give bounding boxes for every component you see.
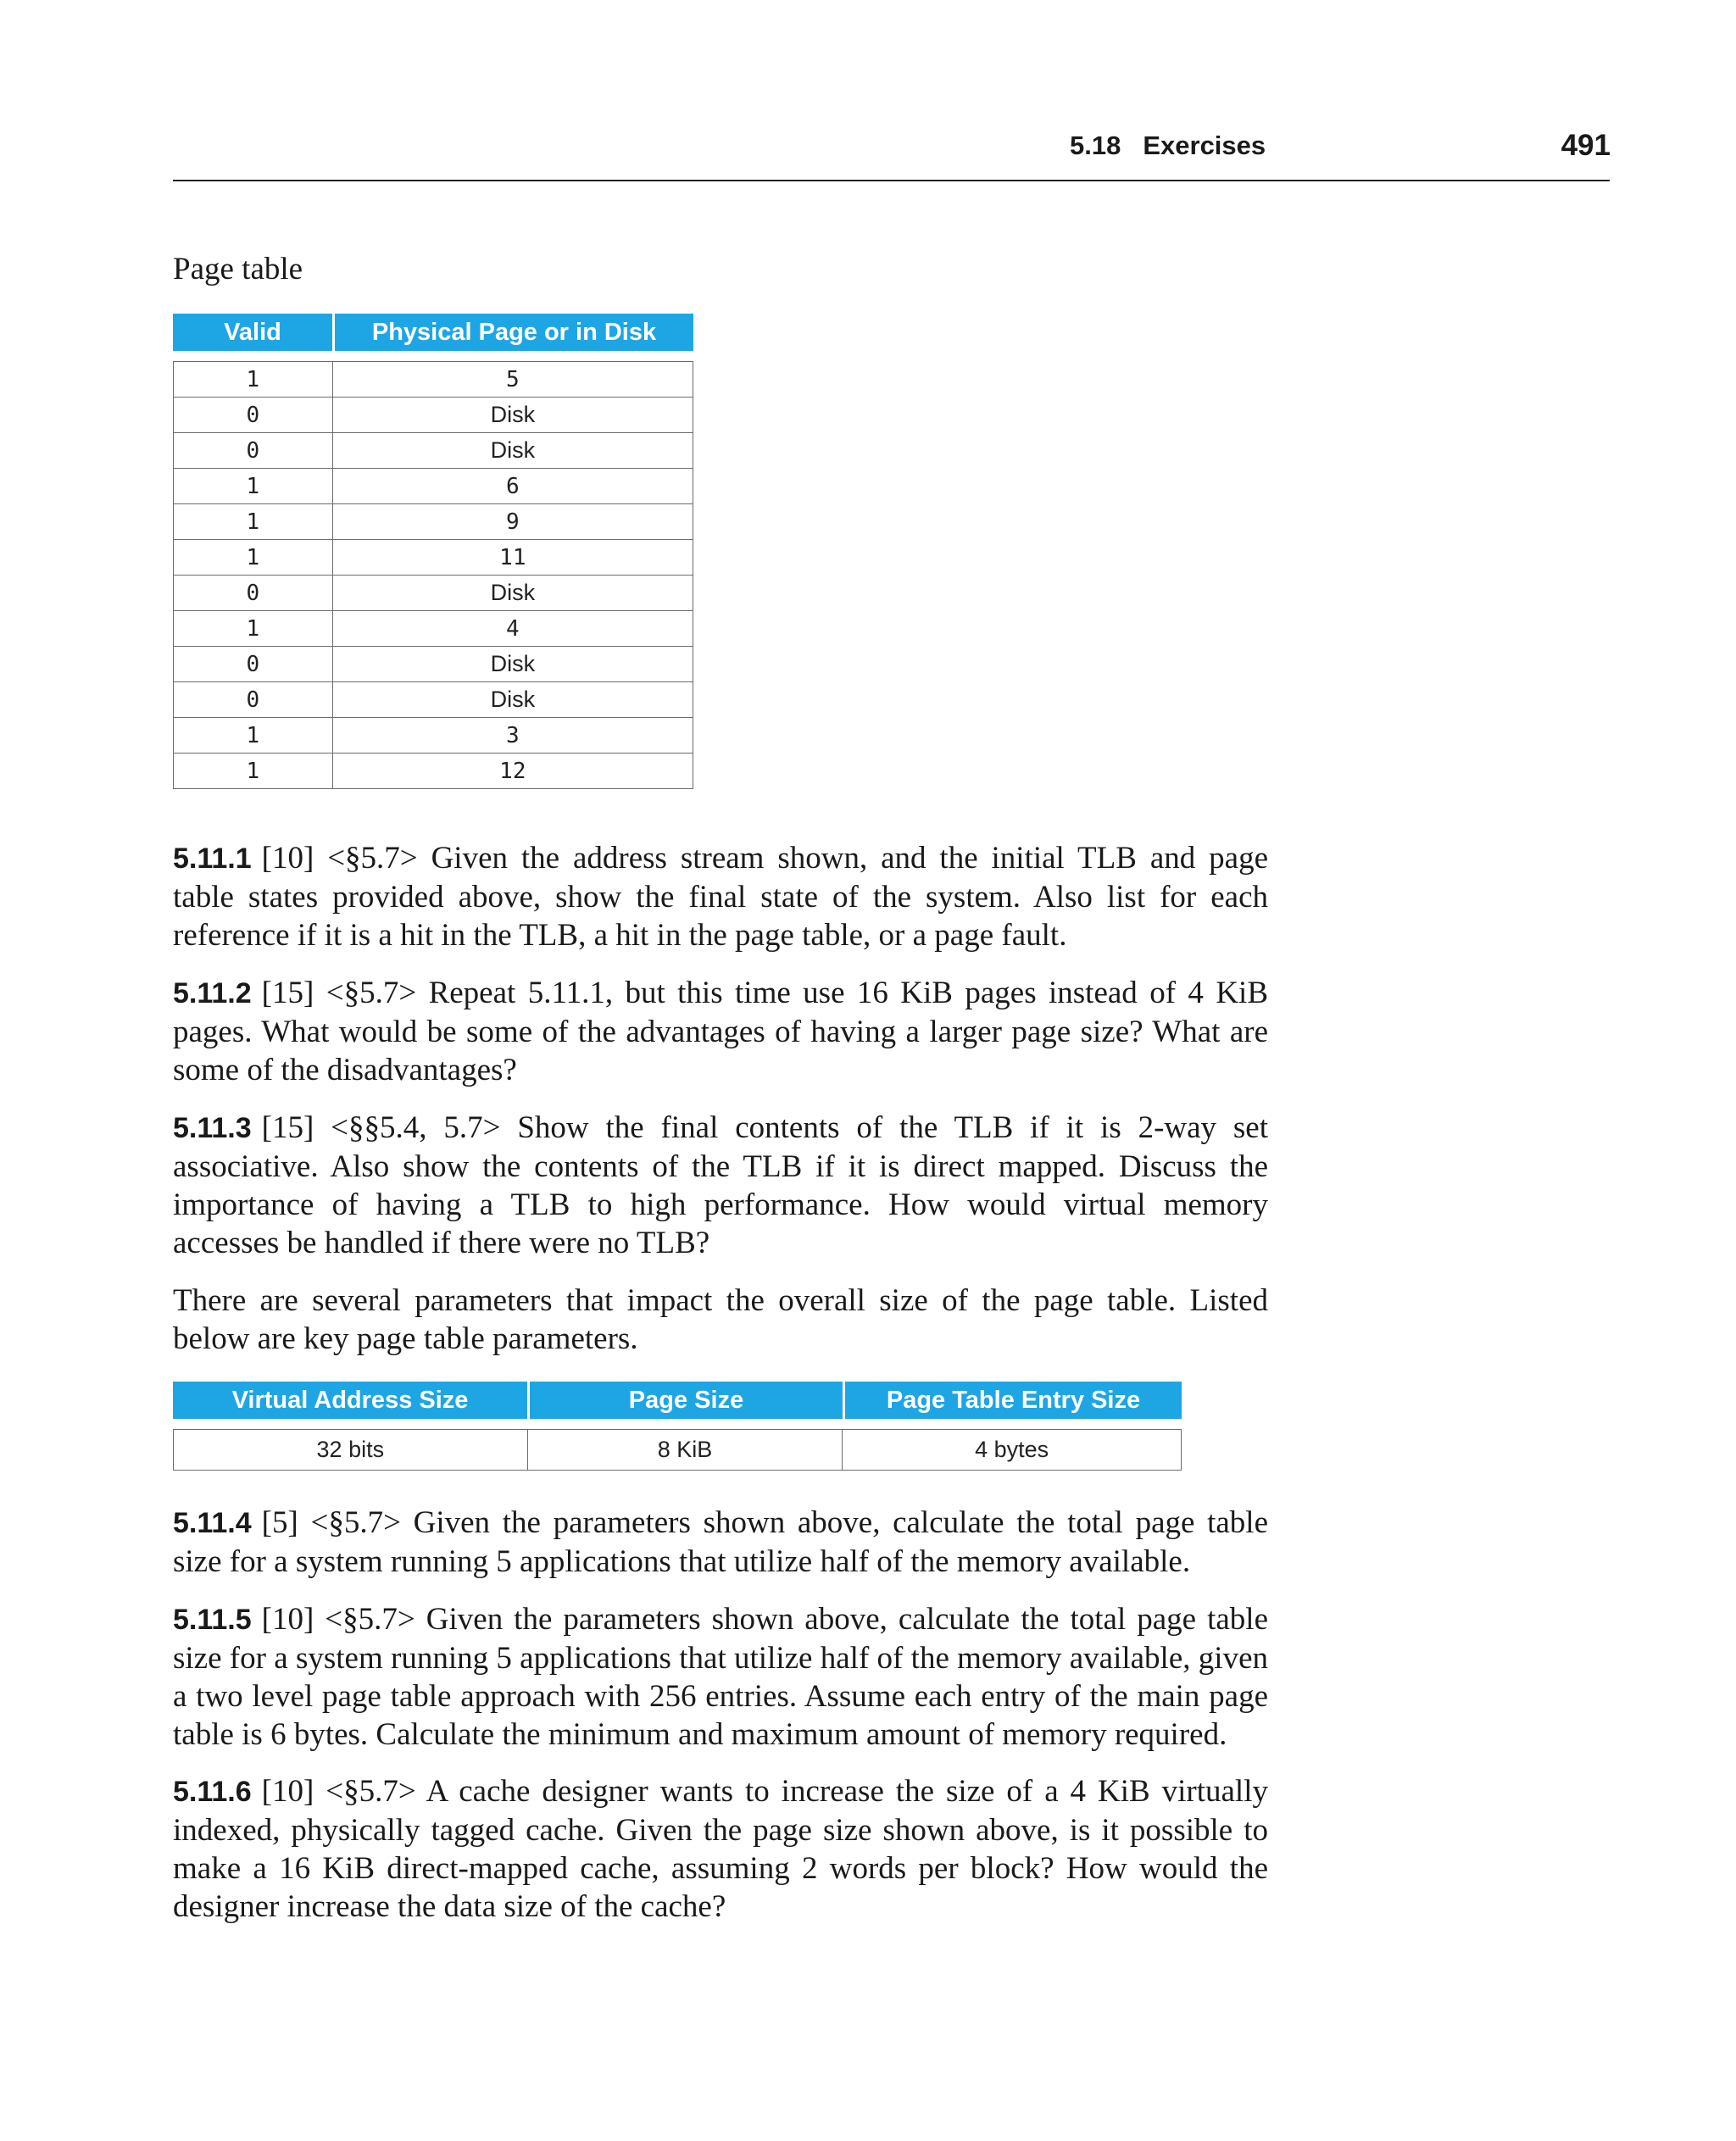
physical-page-cell: 9 xyxy=(332,504,693,540)
valid-bit-cell: 1 xyxy=(174,469,333,504)
page-table-row xyxy=(174,398,693,433)
params-row xyxy=(174,1430,1182,1471)
physical-page-cell: Disk xyxy=(332,398,693,433)
page-table-caption: Page table xyxy=(173,252,303,286)
page-table-row xyxy=(174,362,693,398)
intro-paragraph: There are several parameters that impact the overall size of the page table. Listed below are key page table parameters. xyxy=(173,1283,1268,1356)
exercise-text: [15] <§§5.4, 5.7> Show the final contents of the TLB if it is 2-way set associative. Also show the contents of the TLB if it is direct mapped. Discuss the importance of having a TLB to high performance. How would virtual memory accesses be handled if there were no TLB? xyxy=(173,1110,1268,1260)
physical-page-cell: 11 xyxy=(332,540,693,576)
params-table-header xyxy=(173,1382,1182,1419)
exercise-5-11-1 xyxy=(173,839,1268,954)
page-table-row xyxy=(174,754,693,789)
page-table-row xyxy=(174,540,693,576)
page-number: 491 xyxy=(1561,129,1611,162)
valid-bit-cell: 0 xyxy=(174,398,333,433)
page-table-header-valid: Valid xyxy=(224,318,281,346)
valid-bit-cell: 0 xyxy=(174,647,333,682)
physical-page-cell: 3 xyxy=(332,718,693,754)
params-header-virtual-address-size: Virtual Address Size xyxy=(231,1386,469,1414)
exercise-number: 5.11.2 xyxy=(173,977,252,1009)
valid-bit-cell: 0 xyxy=(174,682,333,718)
exercise-number: 5.11.1 xyxy=(173,842,252,875)
valid-bit-cell: 1 xyxy=(174,504,333,540)
page-table-row xyxy=(174,469,693,504)
valid-bit-cell: 0 xyxy=(174,576,333,611)
valid-bit-cell: 1 xyxy=(174,718,333,754)
physical-page-cell: Disk xyxy=(332,576,693,611)
physical-page-cell: 12 xyxy=(332,754,693,789)
exercise-text: [15] <§5.7> Repeat 5.11.1, but this time use 16 KiB pages instead of 4 KiB pages. What would be some of the advantages of having a larger page size? What are some of the disadvantages? xyxy=(173,976,1268,1087)
valid-bit-cell: 1 xyxy=(174,611,333,647)
page-table-row xyxy=(174,718,693,754)
exercise-5-11-3 xyxy=(173,1109,1268,1262)
page-table-row xyxy=(174,433,693,469)
exercise-5-11-5 xyxy=(173,1600,1268,1754)
page-table xyxy=(173,361,693,789)
page-table-row xyxy=(174,576,693,611)
params-table xyxy=(173,1429,1182,1471)
running-header xyxy=(1070,131,1266,161)
exercise-text: [10] <§5.7> Given the parameters shown above, calculate the total page table size for a system running 5 applications that utilize half of the memory available, given a two level page table approach with 256 entries. Assume each entry of the main page table is 6 bytes. Calculate the minimum and maximum amount of memory required. xyxy=(173,1602,1268,1752)
page-table-row xyxy=(174,504,693,540)
exercise-5-11-2 xyxy=(173,974,1268,1089)
exercise-number: 5.11.4 xyxy=(173,1507,252,1539)
page-table-row xyxy=(174,682,693,718)
param-page-size: 8 KiB xyxy=(527,1430,843,1471)
page-table-header xyxy=(173,314,693,351)
page-table-row xyxy=(174,647,693,682)
exercise-number: 5.11.6 xyxy=(173,1776,252,1808)
param-pte-size: 4 bytes xyxy=(843,1430,1182,1471)
physical-page-cell: Disk xyxy=(332,433,693,469)
exercise-5-11-6 xyxy=(173,1772,1268,1926)
valid-bit-cell: 1 xyxy=(174,754,333,789)
param-virtual-address-size: 32 bits xyxy=(174,1430,528,1471)
page-table-row xyxy=(174,611,693,647)
exercise-5-11-4 xyxy=(173,1504,1268,1581)
section-number: 5.18 xyxy=(1070,131,1121,160)
page-table-header-physical-page: Physical Page or in Disk xyxy=(332,314,693,351)
physical-page-cell: 4 xyxy=(332,611,693,647)
physical-page-cell: Disk xyxy=(332,682,693,718)
physical-page-cell: 6 xyxy=(332,469,693,504)
header-divider xyxy=(173,180,1610,181)
physical-page-cell: 5 xyxy=(332,362,693,398)
valid-bit-cell: 1 xyxy=(174,540,333,576)
exercise-number: 5.11.3 xyxy=(173,1112,252,1144)
exercise-text: [10] <§5.7> Given the address stream shown, and the initial TLB and page table states provided above, show the final state of the system. Also list for each reference if it is a hit in the TLB, a hit in the page table, or a page fault. xyxy=(173,841,1268,953)
valid-bit-cell: 1 xyxy=(174,362,333,398)
section-title: Exercises xyxy=(1143,131,1266,160)
exercise-text: [5] <§5.7> Given the parameters shown above, calculate the total page table size for a system running 5 applications that utilize half of the memory available. xyxy=(173,1505,1268,1579)
exercise-text: [10] <§5.7> A cache designer wants to increase the size of a 4 KiB virtually indexed, physically tagged cache. Given the page size shown above, is it possible to make a 16 KiB direct-mapped cache, assuming 2 words per block? How would the designer increase the data size of the cache? xyxy=(173,1774,1268,1924)
params-header-page-size: Page Size xyxy=(527,1382,843,1419)
params-header-pte-size: Page Table Entry Size xyxy=(843,1382,1182,1419)
exercise-number: 5.11.5 xyxy=(173,1604,252,1636)
physical-page-cell: Disk xyxy=(332,647,693,682)
valid-bit-cell: 0 xyxy=(174,433,333,469)
